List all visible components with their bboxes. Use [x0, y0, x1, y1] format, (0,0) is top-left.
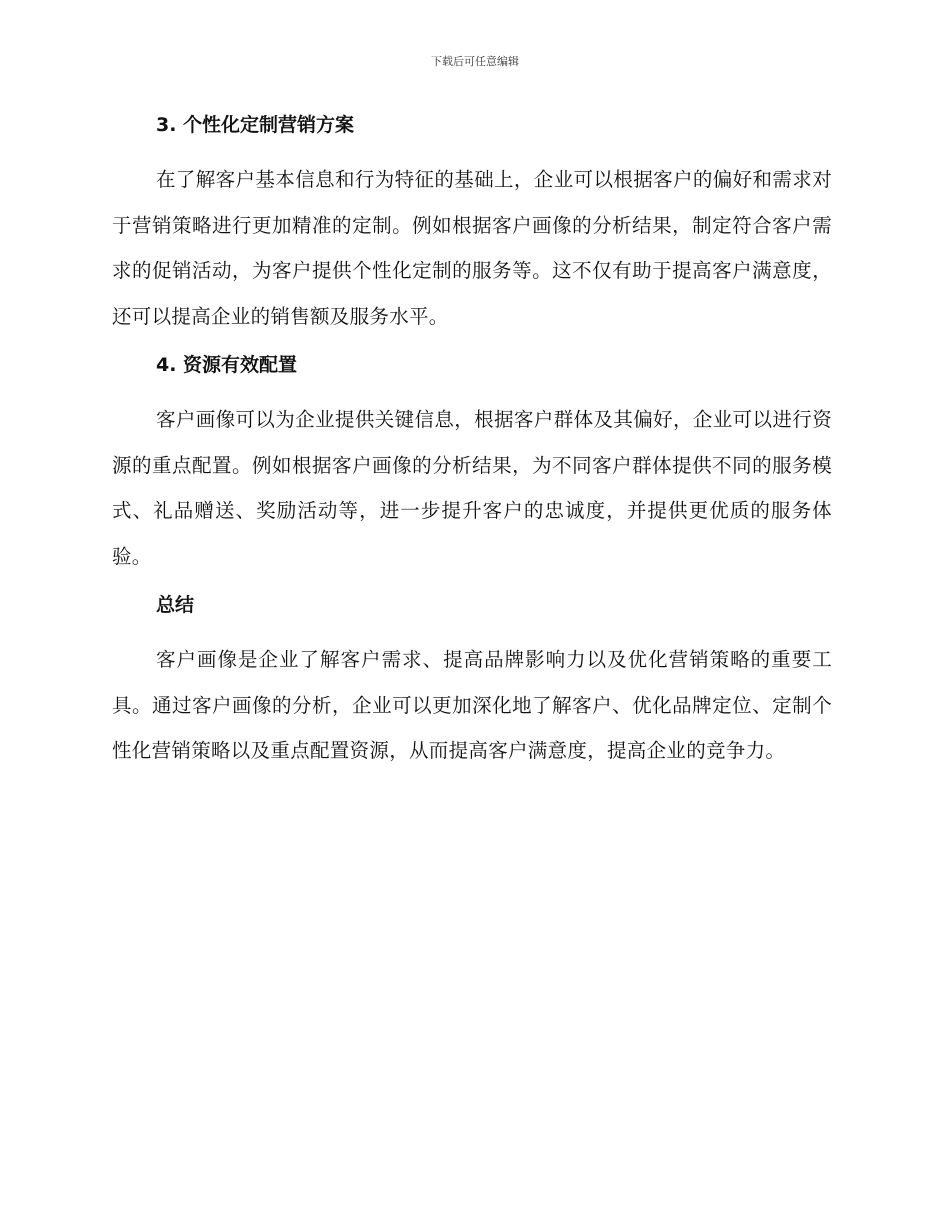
- section-paragraph: 客户画像可以为企业提供关键信息，根据客户群体及其偏好，企业可以进行资源的重点配置。例如根据客户画像的分析结果，为不同客户群体提供不同的服务模式、礼品赠送、奖励活动等，进一步提升客户的忠诚度，并提供更优质的服务体验。: [112, 408, 832, 568]
- document-body: [112, 111, 832, 786]
- section-paragraph: 客户画像是企业了解客户需求、提高品牌影响力以及优化营销策略的重要工具。通过客户画像的分析，企业可以更加深化地了解客户、优化品牌定位、定制个性化营销策略以及重点配置资源，从而提高客户满意度，提高企业的竞争力。: [112, 648, 832, 762]
- section-personalized-marketing: [112, 111, 832, 339]
- section-paragraph: 在了解客户基本信息和行为特征的基础上，企业可以根据客户的偏好和需求对于营销策略进行更加精准的定制。例如根据客户画像的分析结果，制定符合客户需求的促销活动，为客户提供个性化定制的服务等。这不仅有助于提高客户满意度，还可以提高企业的销售额及服务水平。: [112, 168, 832, 328]
- section-heading: 总结: [156, 594, 195, 616]
- section-resource-allocation: [112, 351, 832, 579]
- section-heading: 3. 个性化定制营销方案: [156, 114, 355, 136]
- section-heading: 4. 资源有效配置: [156, 354, 298, 376]
- section-summary: [112, 591, 832, 774]
- header-note: 下载后可任意编辑: [431, 55, 519, 68]
